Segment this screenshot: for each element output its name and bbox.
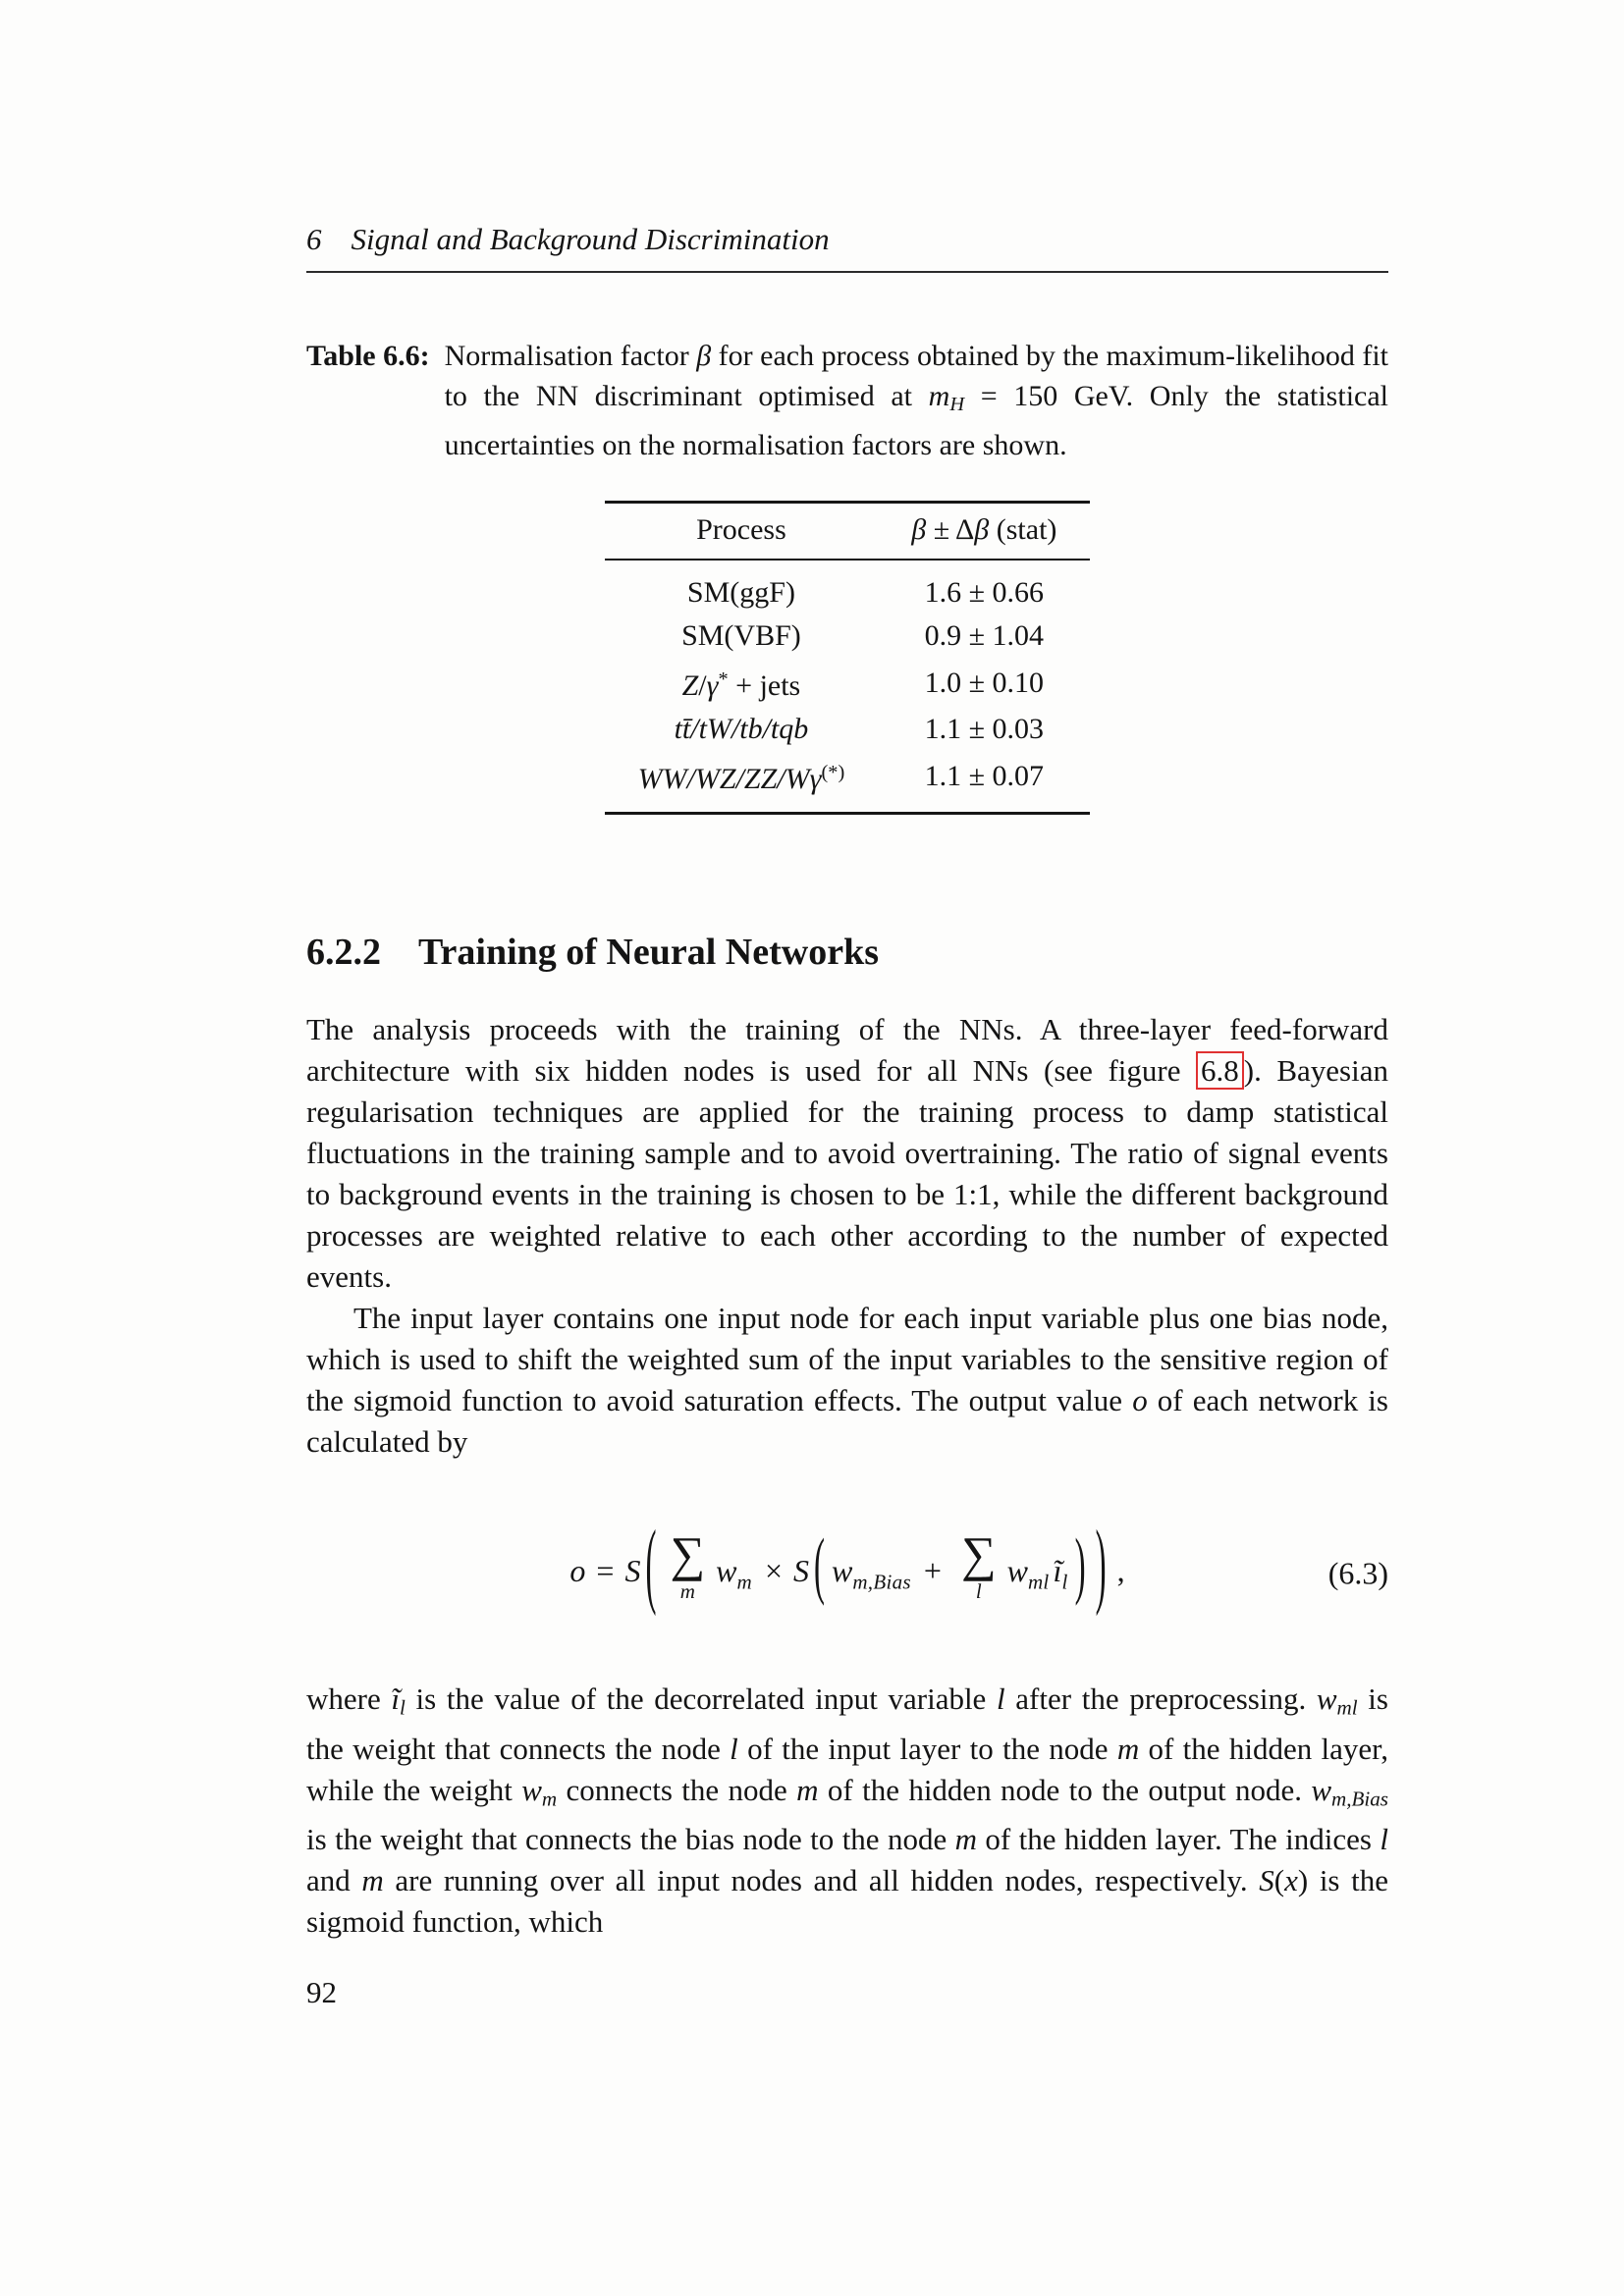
- paragraph-text: The analysis proceeds with the training of the NNs. A three-layer feed-forward architecture with six hidden nodes is used for all NNs (see figure: [306, 1012, 1388, 1089]
- process-cell: SM(VBF): [681, 619, 801, 653]
- table-caption-label: Table 6.6:: [306, 340, 430, 372]
- process-cell: Z/γ* + jets: [681, 668, 801, 703]
- weight-m-term: $w_m$: [716, 1552, 752, 1594]
- section-heading: [306, 931, 1388, 974]
- equals-sign: =: [596, 1552, 615, 1588]
- equation-comma: ,: [1116, 1552, 1125, 1588]
- table-row: [605, 708, 1091, 751]
- paragraph-weights: where ĩl is the value of the decorrelated input variable l after the preprocessing. wml is the weight that connects the node l of the input layer to the node m of the hidden layer, while the weight wm connects the node m of the hidden node to the output node. wm,Bias is the weight that connects the bias node to the node m of the hidden layer. The indices l and m are running over all input nodes and all hidden nodes, respectively. S(x) is the sigmoid function, which: [306, 1682, 1389, 1939]
- page-number: 92: [306, 1975, 337, 2009]
- weight-ml-term: $w_{ml}$: [1006, 1552, 1050, 1594]
- value-cell: 1.0 ± 0.10: [924, 666, 1045, 699]
- table-container: [306, 501, 1388, 815]
- chapter-title: Signal and Background Discrimination: [351, 222, 830, 256]
- table-caption: [306, 336, 1388, 465]
- right-paren-inner: ): [1074, 1525, 1086, 1608]
- summation-index-m: m: [679, 1578, 695, 1603]
- process-cell: tt̄/tW/tb/tqb: [674, 713, 809, 746]
- left-paren-inner: (: [813, 1525, 825, 1608]
- value-cell: 1.1 ± 0.03: [924, 713, 1045, 746]
- summation-m: [670, 1525, 706, 1603]
- equation-6-3: [306, 1510, 1388, 1637]
- plus-sign: +: [923, 1552, 942, 1588]
- table-row: [605, 658, 1091, 708]
- beta-column-header: β ± Δβ (stat): [878, 503, 1090, 561]
- sigmoid-symbol: S: [792, 1552, 809, 1588]
- summation-l: [960, 1525, 997, 1603]
- sigma-symbol: ∑: [960, 1525, 997, 1581]
- chapter-number: 6: [306, 222, 322, 256]
- table-row: [605, 751, 1091, 814]
- figure-reference-link[interactable]: 6.8: [1196, 1051, 1244, 1090]
- body-text-continued: [306, 1679, 1388, 1943]
- process-cell: SM(ggF): [686, 576, 795, 610]
- process-column-header: Process: [605, 503, 879, 561]
- running-header: [306, 222, 1388, 257]
- paragraph-input-layer: The input layer contains one input node for each input variable plus one bias node, which is used to shift the weighted sum of the input variables to the sensitive region of the sigmoid function to avoid saturation effects. The output value o of each network is calculated by: [306, 1301, 1388, 1460]
- equation-body: [569, 1514, 1125, 1620]
- section-title: Training of Neural Networks: [418, 932, 879, 974]
- process-cell: WW/WZ/ZZ/Wγ(*): [605, 751, 879, 814]
- table-header-row: [605, 503, 1091, 561]
- table-row: [605, 560, 1091, 614]
- summation-index-l: l: [975, 1578, 982, 1603]
- left-paren-outer: (: [645, 1514, 657, 1620]
- times-sign: ×: [764, 1552, 783, 1588]
- paragraph-training: [306, 1009, 1388, 1298]
- value-cell: 1.6 ± 0.66: [924, 576, 1045, 610]
- input-variable-term: $ĩ_l$: [1053, 1552, 1068, 1594]
- table-caption-text: Normalisation factor β for each process obtained by the maximum-likelihood fit to the NN discriminant optimised at mH = 150 GeV. Only the statistical uncertainties on the normalisation factors are shown.: [444, 340, 1388, 462]
- sigmoid-symbol: S: [624, 1552, 641, 1588]
- body-text: [306, 1009, 1388, 1463]
- paragraph-text: ). Bayesian regularisation techniques are applied for the training process to damp statistical fluctuations in the training sample and to avoid overtraining. The ratio of signal events to background events in the training is chosen to be 1:1, while the different background processes are weighted relative to each other according to the number of expected events.: [306, 1053, 1388, 1295]
- value-cell: 0.9 ± 1.04: [924, 619, 1045, 653]
- normalisation-table: [605, 501, 1091, 815]
- equation-number: (6.3): [1327, 1555, 1388, 1591]
- right-paren-outer: ): [1095, 1514, 1107, 1620]
- section-number: 6.2.2: [306, 932, 381, 974]
- value-cell: 1.1 ± 0.07: [878, 751, 1090, 814]
- weight-bias-term: $w_{m,Bias}$: [831, 1552, 911, 1594]
- header-rule: [306, 271, 1388, 273]
- output-variable: o: [569, 1552, 586, 1588]
- sigma-symbol: ∑: [670, 1525, 706, 1581]
- text-column: [306, 0, 1388, 1943]
- table-row: [605, 614, 1091, 658]
